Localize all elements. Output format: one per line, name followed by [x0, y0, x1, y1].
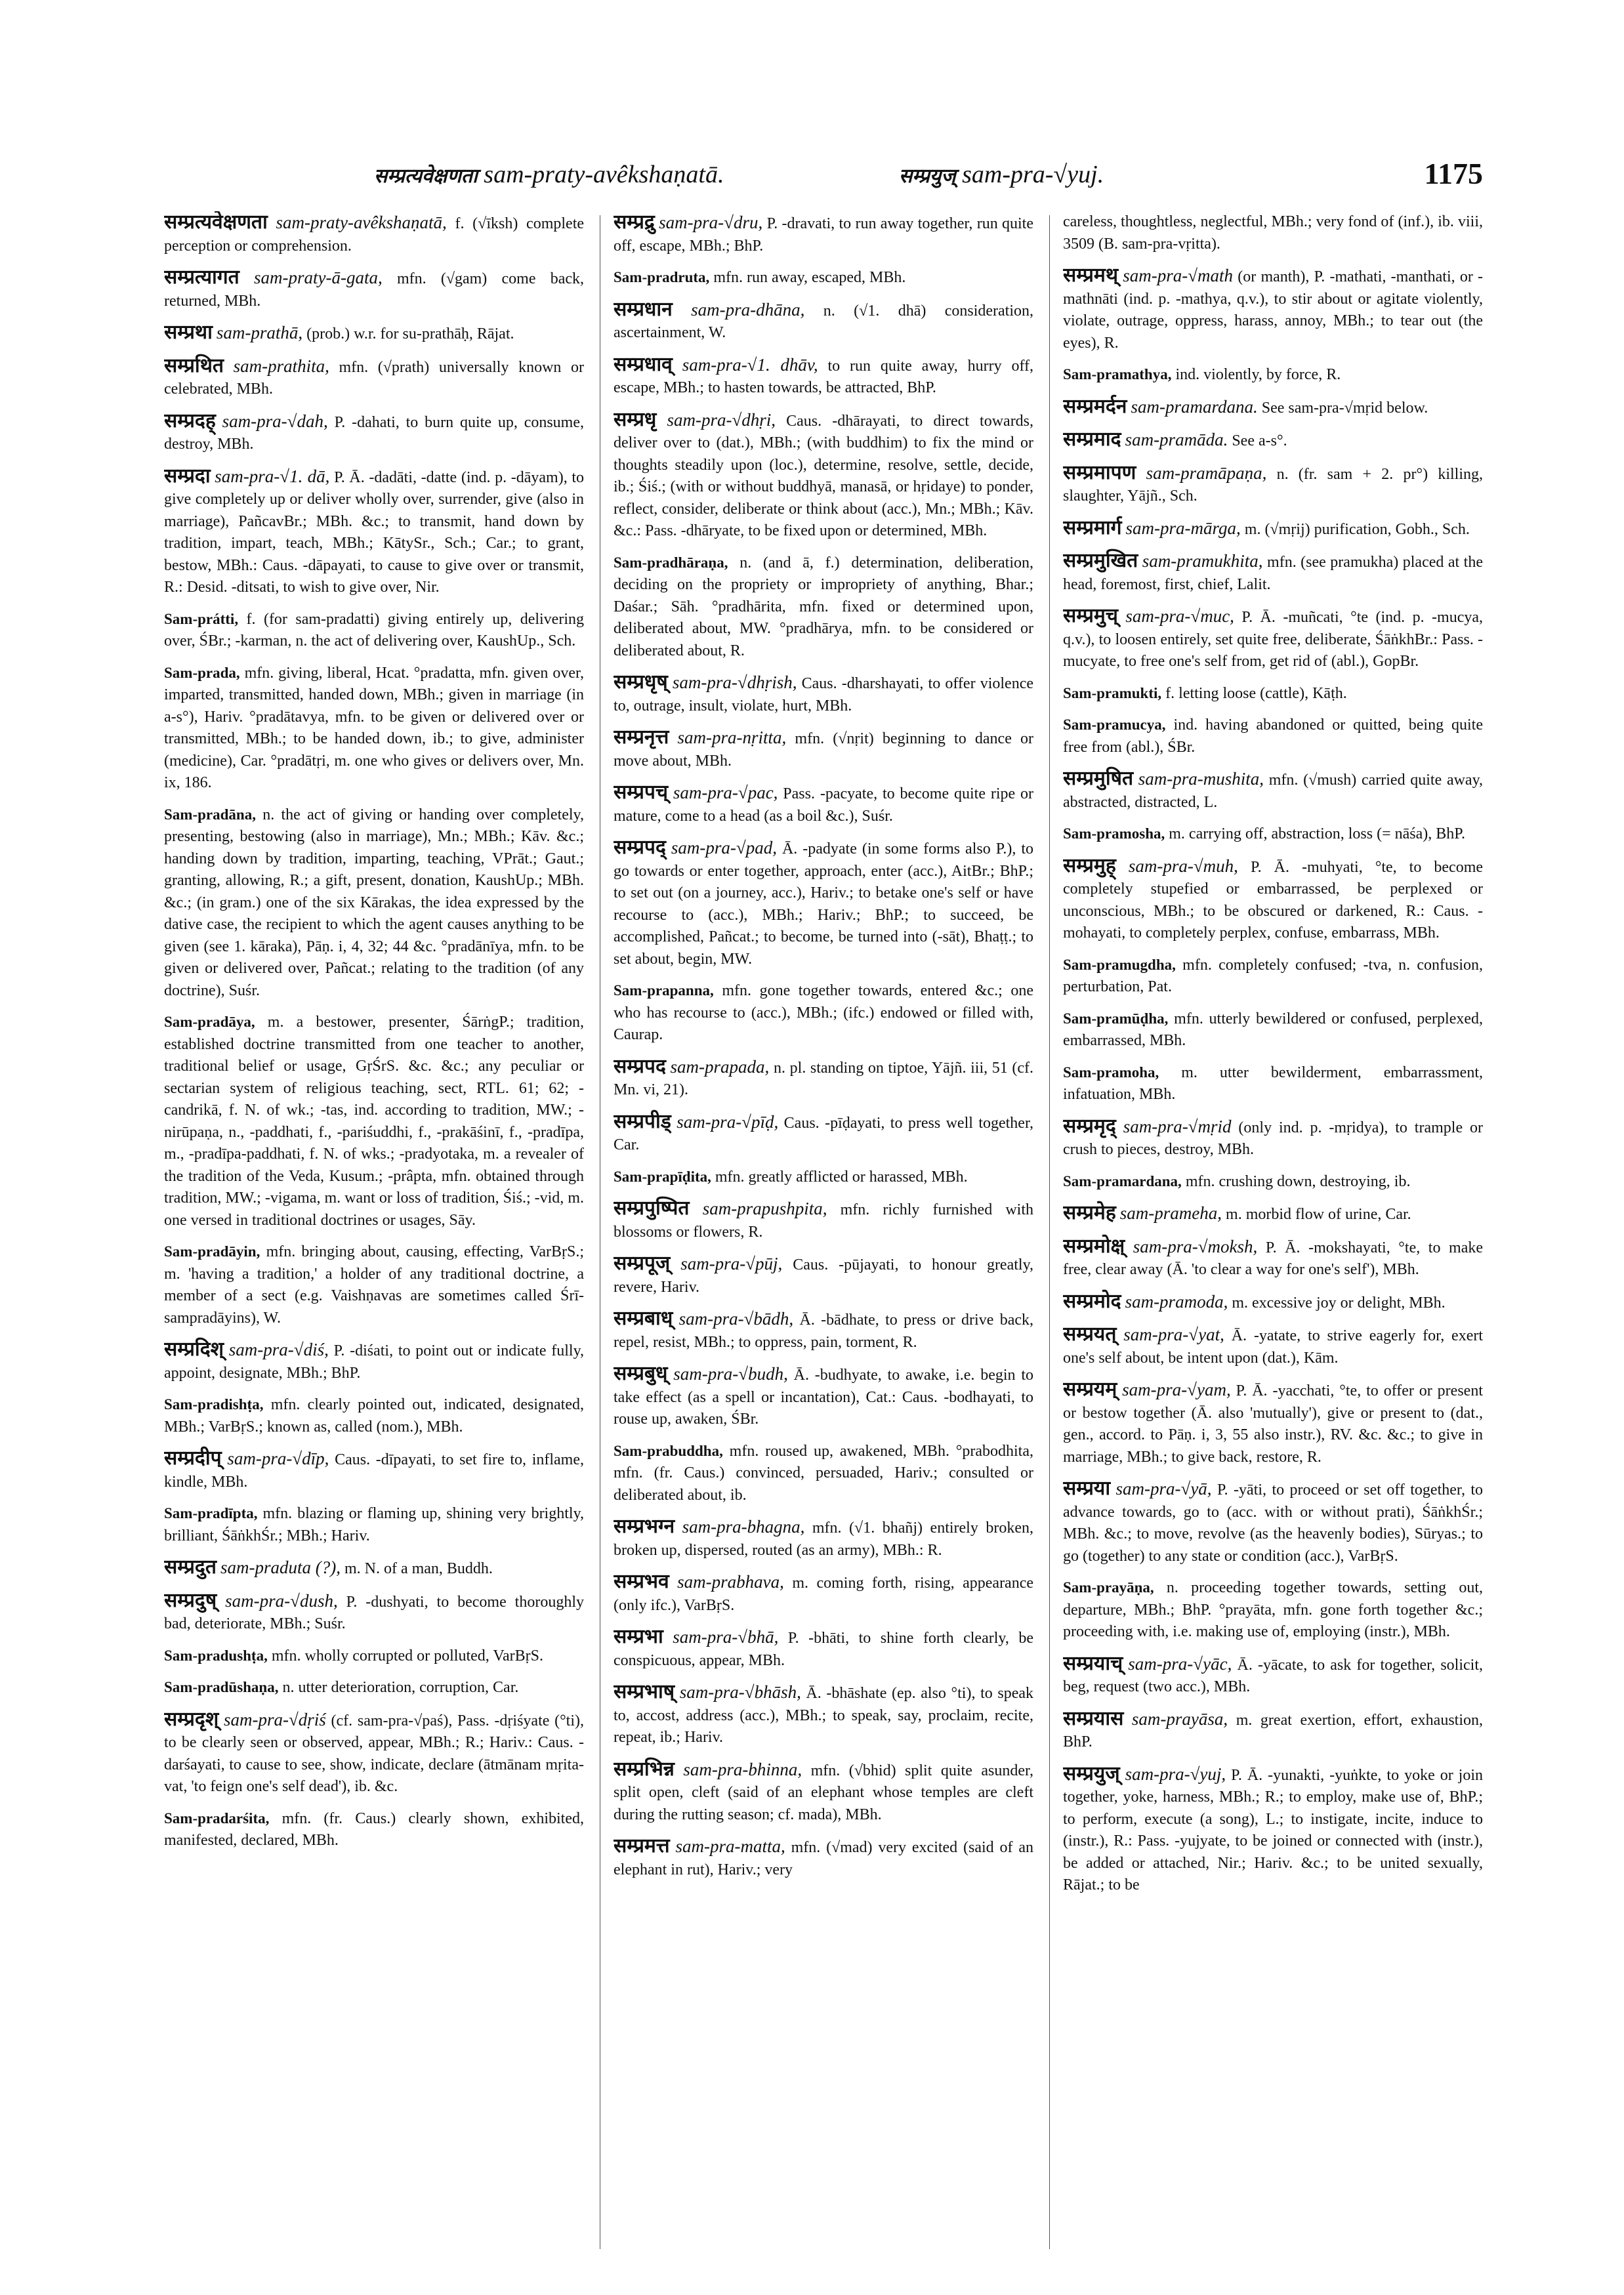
definition-text: m. coming forth, rising, appearance (only ifc.), VarBṛS. [614, 1575, 1033, 1614]
definition-text: Ā. -padyate (in some forms also P.), to go towards or enter together, approach, enter (acc.), AitBr.; BhP.; to set out (on a journey, acc.), Hariv.; to betake one's self or have recourse to (acc.), MBh.; Hariv.; BhP.; to succeed, be accomplished, Pañcat.; to become, be turned into (-sāt), Bhaṭṭ.; to set about, begin, MW. [614, 840, 1033, 968]
dictionary-entry [164, 465, 584, 599]
dictionary-entry [614, 409, 1033, 543]
headword-devanagari: सम्प्रभाष् [614, 1680, 675, 1703]
headword-devanagari: सम्प्रनृत्त [614, 726, 669, 749]
headword-devanagari: सम्प्रयत् [1063, 1323, 1117, 1346]
definition-text: mfn. gone together towards, entered &c.; one who has recourse to (acc.), MBh.; (ifc.) endowed or filled with, Caurap. [614, 982, 1033, 1043]
definition-text: n. proceeding together towards, setting out, departure, MBh.; BhP. °prayāta, mfn. gone forth together &c.; proceeding with, i.e. making use of, employing (instr.), MBh. [1063, 1579, 1483, 1640]
dictionary-entry [164, 1556, 584, 1581]
headword-transliteration: sam-prathita, [233, 356, 329, 376]
definition-text: n. the act of giving or handing over completely, presenting, bestowing (also in marriage), Mn.; MBh.; Kāv. &c.; handing down by tradition, imparting, teaching, VPrāt.; Gaut.; granting, allowing, R.; a gift, present, donation, KaushUp.; MBh. &c.; (in gram.) one of the six Kārakas, the idea expressed by the dative case, the recipient to which the agent causes anything to be given (see 1. kāraka), Pāṇ. i, 4, 32; 44 &c. °pradānīya, mfn. to be given or delivered over, Pañcat.; relating to the tradition (of any doctrine), Suśr. [164, 806, 584, 999]
definition-text: mfn. bringing about, causing, effecting, VarBṛS.; m. 'having a tradition,' a holder of any traditional doctrine, a member of a sect (e.g. Vaishṇavas are sometimes called Śrī-sampradāyins), W. [164, 1243, 584, 1327]
dictionary-entry [614, 299, 1033, 344]
definition-text: m. morbid flow of urine, Car. [1226, 1206, 1411, 1223]
headword-transliteration: sam-pra-√dhṛi, [667, 409, 776, 430]
headword-transliteration: sam-pra-√yam, [1122, 1380, 1231, 1399]
headword-transliteration: sam-pra-√dah, [222, 411, 328, 431]
headword-transliteration: sam-pra-√dhṛish, [672, 672, 797, 692]
definition-text: n. (√1. dhā) consideration, ascertainment, W. [614, 302, 1033, 341]
sub-entry [1063, 714, 1483, 758]
headword-devanagari: सम्प्रभव [614, 1570, 669, 1593]
dictionary-entry [1063, 855, 1483, 945]
dictionary-entry [164, 1338, 584, 1384]
definition-text: mfn. richly furnished with blossoms or flowers, R. [614, 1201, 1033, 1241]
definition-text: P. -dushyati, to become thoroughly bad, deteriorate, MBh.; Suśr. [164, 1593, 584, 1632]
dictionary-entry [614, 1111, 1033, 1157]
definition-text: m. N. of a man, Buddh. [344, 1560, 493, 1577]
definition-text: mfn. clearly pointed out, indicated, designated, MBh.; VarBṛS.; known as, called (nom.), MBh. [164, 1396, 584, 1436]
dictionary-entry [614, 1835, 1033, 1881]
headword-devanagari: सम्प्रधृ [614, 407, 657, 431]
dictionary-entry [614, 1758, 1033, 1827]
sub-headword: Sam-prayāṇa, [1063, 1579, 1154, 1596]
sub-headword: Sam-prátti, [164, 610, 239, 627]
headword-devanagari: सम्प्रदिश् [164, 1338, 224, 1361]
definition-text: mfn. (see pramukha) placed at the head, foremost, first, chief, Lalit. [1063, 554, 1483, 593]
definition-text: m. (√mṛij) purification, Gobh., Sch. [1244, 520, 1470, 538]
dictionary-entry [1063, 1202, 1483, 1226]
headword-devanagari: सम्प्रमत्त [614, 1834, 670, 1857]
dictionary-entry [1063, 1653, 1483, 1699]
definition-text: (only ind. p. -mṛidya), to trample or crush to pieces, destroy, MBh. [1063, 1119, 1483, 1158]
headword-devanagari: सम्प्रपीड् [614, 1109, 671, 1133]
definition-text: m. a bestower, presenter, ŚārṅgP.; tradition, established doctrine transmitted from one teacher to another, traditional belief or usage, GṛŚrS. &c. &c.; any peculiar or sectarian system of religious teaching, sect, RTL. 61; 62; -candrikā, f. N. of wk.; -tas, ind. according to tradition, MW.; -nirūpaṇa, n., -paddhati, f., -pariśuddhi, f., -prakāśinī, f., -pradīpa, m., -pradīpa-paddhati, f. N. of wks.; -pradyotaka, m. a revealer of the tradition of the Veda, Kusum.; -prâpta, mfn. obtained through tradition, MW.; -vigama, m. want or loss of tradition, Śiś.; -vid, m. one versed in traditional doctrines or usages, Sāy. [164, 1014, 584, 1229]
headword-transliteration: sam-pra-√muh, [1128, 856, 1238, 876]
definition-text: mfn. (fr. Caus.) clearly shown, exhibited, manifested, declared, MBh. [164, 1809, 584, 1849]
dictionary-entry [164, 355, 584, 401]
headword-transliteration: sam-pra-mārga, [1125, 518, 1241, 538]
headword-transliteration: sam-praty-avêkshaṇatā, [276, 213, 447, 232]
headword-devanagari: सम्प्रत्यवेक्षणता [164, 211, 268, 234]
definition-text: P. -yāti, to proceed or set off together, to advance towards, go to (acc. with or without prati), ŚāṅkhŚr.; MBh. &c.; to move, revolve (as the heavenly bodies), Sūryas.; to go (together) to any state or condition (acc.), VarBṛS. [1063, 1481, 1483, 1565]
definition-text: P. -bhāti, to shine forth clearly, be conspicuous, appear, MBh. [614, 1630, 1033, 1669]
dictionary-entry [1063, 768, 1483, 814]
headword-transliteration: sam-pra-nṛitta, [677, 728, 787, 747]
sub-headword: Sam-pradāyin, [164, 1243, 260, 1260]
sub-entry [1063, 1170, 1483, 1193]
column-1 [164, 211, 584, 2252]
headword-devanagari: सम्प्रधान [614, 297, 673, 321]
headword-transliteration: sam-prayāsa, [1131, 1708, 1228, 1729]
dictionary-entry [614, 1681, 1033, 1749]
headword-devanagari: सम्प्रभग्न [614, 1515, 675, 1538]
definition-text: mfn. utterly bewildered or confused, perplexed, embarrassed, MBh. [1063, 1010, 1483, 1049]
definition-text: P. -dravati, to run away together, run quite off, escape, MBh.; BhP. [614, 215, 1033, 255]
sub-headword: Sam-prapanna, [614, 982, 714, 999]
headword-transliteration: sam-pra-mushita, [1138, 769, 1264, 789]
sub-headword: Sam-pramardana, [1063, 1172, 1182, 1189]
sub-headword: Sam-pradarśita, [164, 1809, 270, 1827]
headword-devanagari: सम्प्रयम् [1063, 1378, 1117, 1401]
headword-devanagari: सम्प्रभिन्न [614, 1757, 675, 1781]
sub-entry [614, 980, 1033, 1046]
definition-text: (or manth), P. -mathati, -manthati, or -mathnāti (ind. p. -mathya, q.v.), to stir about or agitate violently, violate, outrage, oppress, harass, annoy, MBh.; to tear out (the eyes), R. [1063, 268, 1483, 352]
sub-headword: Sam-prada, [164, 664, 240, 681]
headword-transliteration: sam-pra-√dush, [225, 1590, 338, 1611]
headword-transliteration: sam-pra-√yat, [1123, 1325, 1224, 1344]
definition-text: mfn. run away, escaped, MBh. [713, 269, 906, 286]
headword-transliteration: sam-pra-√muc, [1125, 606, 1234, 626]
sub-headword: Sam-pradruta, [614, 269, 710, 285]
headword-devanagari: सम्प्रमृद् [1063, 1114, 1116, 1138]
headword-transliteration: sam-pra-√yāc, [1128, 1653, 1232, 1674]
sub-entry [164, 1808, 584, 1852]
dictionary-entry [614, 837, 1033, 970]
definition-text: P. -diśati, to point out or indicate fully, appoint, designate, MBh.; BhP. [164, 1342, 584, 1382]
definition-text: Caus. -dhārayati, to direct towards, deliver over to (dat.), MBh.; (with buddhim) to fix the mind or thoughts steadily upon (loc.), determine, resolve, settle, decide, ib.; Śiś.; (with or without buddhyā, manasā, or hṛidaye) to ponder, reflect, consider, deliberate or think about (acc.), Mn.; MBh.; Kāv. &c.: Pass. -dhāryate, to be fixed upon or determined, MBh. [614, 412, 1033, 539]
running-head-left-devanagari: सम्प्रत्यवेक्षणता [374, 165, 478, 188]
headword-transliteration: sam-prapushpita, [702, 1199, 827, 1218]
dictionary-entry [1063, 1378, 1483, 1468]
dictionary-entry [164, 1590, 584, 1636]
headword-devanagari: सम्प्रदीप् [164, 1447, 222, 1470]
dictionary-entry [1063, 462, 1483, 508]
running-head-left-translit: sam-praty-avêkshaṇatā. [484, 161, 724, 188]
headword-transliteration: sam-pramoda, [1125, 1291, 1228, 1312]
dictionary-entry [1063, 550, 1483, 596]
sub-entry [614, 1440, 1033, 1507]
headword-transliteration: sam-prathā, [216, 323, 303, 342]
headword-devanagari: सम्प्रमाद [1063, 428, 1121, 451]
dictionary-entry [1063, 1115, 1483, 1161]
headword-devanagari: सम्प्रत्यागत [164, 266, 239, 289]
headword-devanagari: सम्प्रदुत [164, 1556, 217, 1579]
headword-devanagari: सम्प्रमार्ग [1063, 516, 1122, 539]
definition-text: mfn. (√1. bhañj) entirely broken, broken up, dispersed, routed (as an army), MBh.: R. [614, 1520, 1033, 1559]
dictionary-entry [1063, 605, 1483, 673]
dictionary-entry [164, 266, 584, 312]
sub-entry [1063, 954, 1483, 999]
sub-headword: Sam-pramathya, [1063, 366, 1172, 382]
dictionary-entry [1063, 428, 1483, 453]
headword-transliteration: sam-pra-√mṛid [1123, 1116, 1232, 1136]
definition-text: mfn. roused up, awakened, MBh. °prabodhita, mfn. (fr. Caus.) convinced, persuaded, Hariv.; consulted or deliberated about, ib. [614, 1442, 1033, 1504]
headword-devanagari: सम्प्रधृष् [614, 671, 668, 693]
sub-headword: Sam-prabuddha, [614, 1442, 723, 1459]
headword-transliteration: sam-pramāpaṇa, [1146, 463, 1267, 483]
dictionary-entry [614, 1626, 1033, 1672]
dictionary-entry [1063, 1708, 1483, 1754]
running-head-left [374, 160, 724, 189]
definition-text: Ā. -yācate, to ask for together, solicit, beg, request (two acc.), MBh. [1063, 1656, 1483, 1695]
headword-transliteration: sam-pra-√moksh, [1133, 1236, 1258, 1256]
headword-devanagari: सम्प्रयाच् [1063, 1651, 1123, 1675]
definition-text: to run quite away, hurry off, escape, MBh.; to hasten towards, be attracted, BhP. [614, 357, 1033, 396]
dictionary-entry [614, 1571, 1033, 1617]
headword-devanagari: सम्प्रबाध् [614, 1307, 673, 1330]
headword-devanagari: सम्प्रमर्दन [1063, 394, 1127, 418]
headword-transliteration: sam-pra-√pac, [673, 783, 778, 802]
sub-entry [1063, 682, 1483, 705]
dictionary-entry [614, 1252, 1033, 1298]
definition-text: m. excessive joy or delight, MBh. [1232, 1294, 1446, 1312]
definition-text: P. Ā. -yunakti, -yuṅkte, to yoke or join together, yoke, harness, MBh.; R.; to employ, make use of, BhP.; to perform, execute (a song), L.; to instigate, incite, induce to (instr.), R.: Pass. -yujyate, to be joined or connected with (instr.), be added or attached, Nir.; Hariv. &c.; to be united sexually, Rājat.; to be [1063, 1766, 1483, 1893]
dictionary-entry [1063, 1291, 1483, 1315]
headword-devanagari: सम्प्रयुज् [1063, 1762, 1120, 1785]
column-3 [1063, 211, 1483, 2252]
headword-devanagari: सम्प्रदृश् [164, 1707, 219, 1731]
headword-devanagari: सम्प्रयास [1063, 1706, 1124, 1730]
dictionary-entry [614, 211, 1033, 257]
headword-transliteration: sam-pra-√bhāsh, [679, 1682, 801, 1702]
headword-transliteration: sam-pra-√pūj, [680, 1254, 783, 1273]
headword-devanagari: सम्प्रथा [164, 321, 213, 344]
dictionary-entry [1063, 396, 1483, 420]
sub-headword: Sam-pradishṭa, [164, 1396, 264, 1413]
definition-text: mfn. (√bhid) split quite asunder, split open, cleft (said of an elephant whose temples are cleft during the rutting season; cf. mada), MBh. [614, 1762, 1033, 1823]
headword-transliteration: sam-prabhava, [677, 1572, 784, 1592]
definition-text: f. letting loose (cattle), Kāṭh. [1165, 684, 1347, 702]
dictionary-entry [164, 410, 584, 456]
headword-transliteration: sam-pra-√pīḍ, [677, 1111, 779, 1132]
headword-devanagari: सम्प्रद्रु [614, 211, 655, 234]
definition-text: P. Ā. -muñcati, °te (ind. p. -mucya, q.v.), to loosen entirely, set quite free, deliberate, ŚāṅkhBr.: Pass. -mucyate, to free one's self from, get rid of (abl.), GopBr. [1063, 609, 1483, 670]
headword-devanagari: सम्प्रपूज् [614, 1252, 671, 1275]
definition-text: Ā. -budhyate, to awake, i.e. begin to take effect (as a spell or incantation), Cat.: Caus. -bodhayati, to rouse up, awaken, ŚBr. [614, 1367, 1033, 1428]
definition-text: Ā. -bādhate, to press or drive back, repel, resist, MBh.; to oppress, pain, torment, R. [614, 1312, 1033, 1351]
sub-headword: Sam-pramucya, [1063, 716, 1166, 733]
definition-text: mfn. (√prath) universally known or celebrated, MBh. [164, 358, 584, 398]
headword-devanagari: सम्प्रमापण [1063, 461, 1136, 484]
definition-text: Ā. -bhāshate (ep. also °ti), to speak to, accost, address (acc.), MBh.; to speak, say, proclaim, recite, repeat, ib.; Hariv. [614, 1685, 1033, 1746]
headword-transliteration: sam-pramukhita, [1142, 551, 1263, 571]
sub-entry [1063, 823, 1483, 846]
dictionary-entry [1063, 211, 1483, 255]
page-number: 1175 [1424, 157, 1483, 190]
headword-transliteration: sam-pra-bhagna, [682, 1517, 805, 1537]
headword-transliteration: sam-pra-√bhā, [673, 1627, 779, 1647]
headword-devanagari: सम्प्रमोक्ष् [1063, 1234, 1125, 1258]
sub-headword: Sam-pramugdha, [1063, 956, 1176, 973]
dictionary-entry [1063, 1763, 1483, 1897]
definition-text: P. Ā. -muhyati, °te, to become completely stupefied or embarrassed, be perplexed or unconscious, MBh.; to be obscured or darkened, R.: Caus. -mohayati, to completely perplex, confuse, embarrass, MBh. [1063, 858, 1483, 941]
headword-devanagari: सम्प्रपद [614, 1054, 666, 1078]
definition-text: n. pl. standing on tiptoe, Yājñ. iii, 51 (cf. Mn. vi, 21). [614, 1059, 1033, 1098]
definition-text: mfn. crushing down, destroying, ib. [1185, 1172, 1411, 1190]
definition-text: mfn. giving, liberal, Hcat. °pradatta, mfn. given over, imparted, transmitted, handed down, MBh.; given in marriage (in a-s°), Hariv. °pradātavya, mfn. to be given or delivered over or transmitted, MBh.; to be handed down, ib.; to give, administer (medicine), Car. °pradātṛi, m. one who gives or delivers over, Mn. ix, 186. [164, 664, 584, 791]
sub-entry [1063, 1008, 1483, 1052]
headword-transliteration: sam-pra-matta, [675, 1836, 785, 1856]
sub-headword: Sam-prapīḍita, [614, 1168, 711, 1185]
sub-entry [164, 1241, 584, 1329]
dictionary-entry [614, 1516, 1033, 1561]
dictionary-entry [614, 781, 1033, 827]
headword-transliteration: sam-pra-√yuj, [1125, 1764, 1226, 1784]
definition-text: Caus. -pīḍayati, to press well together, Car. [614, 1114, 1033, 1153]
dictionary-entry [1063, 1323, 1483, 1369]
dictionary-entry [614, 726, 1033, 772]
dictionary-columns [164, 211, 1483, 2252]
headword-devanagari: सम्प्रमुह् [1063, 854, 1116, 877]
headword-transliteration: sam-prameha, [1119, 1203, 1222, 1223]
sub-headword: Sam-pradūshaṇa, [164, 1679, 279, 1695]
dictionary-entry [164, 1708, 584, 1798]
headword-transliteration: sam-pra-dhāna, [691, 299, 805, 320]
headword-transliteration: sam-pra-√dṛiś [223, 1709, 326, 1729]
dictionary-entry [614, 1363, 1033, 1431]
headword-transliteration: sam-pra-√pad, [671, 838, 777, 858]
headword-devanagari: सम्प्रमुखित [1063, 549, 1138, 572]
definition-text: n. utter deterioration, corruption, Car. [282, 1679, 519, 1696]
definition-text: mfn. (√nṛit) beginning to dance or move about, MBh. [614, 730, 1033, 770]
dictionary-entry [614, 1308, 1033, 1354]
sub-entry [614, 1166, 1033, 1189]
sub-headword: Sam-pradushṭa, [164, 1647, 268, 1664]
definition-text: mfn. (√mad) very excited (said of an elephant in rut), Hariv.; very [614, 1839, 1033, 1878]
headword-transliteration: sam-pra-√math [1123, 266, 1234, 285]
headword-transliteration: sam-pramāda. [1125, 430, 1228, 449]
sub-entry [164, 1011, 584, 1231]
definition-text: n. (and ā, f.) determination, deliberation, deciding on the propriety or impropriety of anything, Bhar.; Daśar.; Sāh. °pradhārita, mfn. fixed or determined upon, deliberated about, MW. °pradhārya, mfn. to be considered or deliberated about, R. [614, 554, 1033, 659]
dictionary-entry [1063, 264, 1483, 354]
headword-devanagari: सम्प्रदुष् [164, 1588, 217, 1612]
definition-text: ind. having abandoned or quitted, being quite free from (abl.), ŚBr. [1063, 716, 1483, 756]
definition-text: P. -dahati, to burn quite up, consume, destroy, MBh. [164, 413, 584, 453]
headword-transliteration: sam-praty-ā-gata, [254, 268, 383, 287]
sub-headword: Sam-pradhāraṇa, [614, 554, 728, 571]
headword-devanagari: सम्प्रमेह [1063, 1201, 1116, 1224]
column-divider [1049, 215, 1050, 2249]
definition-text: Ā. -yatate, to strive eagerly for, exert one's self about, be intent upon (dat.), Kām. [1063, 1327, 1483, 1367]
headword-transliteration: sam-pra-√budh, [673, 1364, 788, 1384]
sub-headword: Sam-pramukti, [1063, 684, 1162, 701]
dictionary-entry [164, 321, 584, 346]
sub-entry [164, 1676, 584, 1699]
definition-text: See sam-pra-√mṛid below. [1261, 399, 1428, 417]
sub-entry [164, 1645, 584, 1668]
dictionary-entry [1063, 1235, 1483, 1281]
sub-headword: Sam-pradāna, [164, 806, 256, 823]
definition-text: Caus. -dīpayati, to set fire to, inflame, kindle, MBh. [164, 1451, 584, 1491]
headword-transliteration: sam-pra-√diś, [228, 1340, 329, 1359]
sub-entry [1063, 363, 1483, 386]
dictionary-entry [1063, 1478, 1483, 1567]
headword-transliteration: sam-pra-√1. dhāv, [682, 354, 818, 375]
definition-text: P. Ā. -dadāti, -datte (ind. p. -dāyam), to give completely up or deliver wholly over, surrender, give (also in marriage), PañcavBr.; MBh. &c.; to transmit, hand down by tradition, impart, teach, MBh.; KātySr., Sch.; Car.; to grant, bestow, MBh.: Caus. -dāpayati, to cause to give over or transmit, R.: Desid. -ditsati, to wish to give over, Nir. [164, 468, 584, 596]
running-head-right-translit: sam-pra-√yuj. [962, 161, 1104, 188]
definition-text: m. utter bewilderment, embarrassment, infatuation, MBh. [1063, 1064, 1483, 1103]
headword-devanagari: सम्प्रपच् [614, 781, 669, 804]
definition-text: (prob.) w.r. for su-prathāḥ, Rājat. [306, 325, 514, 342]
headword-devanagari: सम्प्रमुच् [1063, 604, 1118, 627]
definition-text: f. (for sam-pradatti) giving entirely up, delivering over, ŚBr.; -karman, n. the act of delivering over, KaushUp., Sch. [164, 610, 584, 650]
headword-devanagari: सम्प्रदह् [164, 409, 216, 432]
headword-devanagari: सम्प्रया [1063, 1477, 1111, 1500]
headword-transliteration: sam-praduta (?), [220, 1558, 341, 1577]
definition-text: m. great exertion, effort, exhaustion, BhP. [1063, 1711, 1483, 1750]
headword-transliteration: sam-pra-√dīp, [227, 1449, 329, 1468]
definition-text: mfn. wholly corrupted or polluted, VarBṛS. [271, 1647, 544, 1664]
dictionary-entry [614, 1056, 1033, 1102]
definition-text: mfn. (√mush) carried quite away, abstracted, distracted, L. [1063, 772, 1483, 811]
headword-transliteration: sam-pramardana. [1131, 396, 1258, 417]
headword-devanagari: सम्प्रपद् [614, 836, 666, 859]
dictionary-entry [614, 671, 1033, 717]
sub-entry [614, 552, 1033, 663]
sub-entry [164, 662, 584, 795]
dictionary-entry [614, 354, 1033, 400]
dictionary-entry [164, 211, 584, 257]
sub-headword: Sam-pramoha, [1063, 1064, 1159, 1081]
definition-text: Pass. -pacyate, to become quite ripe or mature, come to a head (as a boil &c.), Suśr. [614, 785, 1033, 825]
definition-text: mfn. completely confused; -tva, n. confusion, perturbation, Pat. [1063, 956, 1483, 995]
definition-text: mfn. (√gam) come back, returned, MBh. [164, 270, 584, 310]
headword-devanagari: सम्प्रदा [164, 464, 211, 487]
running-head-right-devanagari: सम्प्रयुज् [899, 165, 956, 188]
headword-transliteration: sam-pra-√dru, [659, 213, 763, 232]
dictionary-entry [614, 1197, 1033, 1243]
definition-text: P. Ā. -yacchati, °te, to offer or present or bestow together (Ā. also 'mutually'), give or present to (dat., gen., accord. to Pāṇ. i, 3, 55 also instr.), RV. &c. &c.; to give in marriage, MBh.; to give back, restore, R. [1063, 1382, 1483, 1466]
sub-headword: Sam-pradāya, [164, 1014, 255, 1030]
headword-transliteration: sam-pra-√1. dā, [215, 466, 330, 486]
headword-devanagari: सम्प्रपुष्पित [614, 1197, 690, 1220]
definition-text: mfn. blazing or flaming up, shining very brightly, brilliant, ŚāṅkhŚr.; MBh.; Hariv. [164, 1505, 584, 1544]
dictionary-entry [164, 1447, 584, 1493]
headword-devanagari: सम्प्रबुध् [614, 1362, 668, 1385]
headword-transliteration: sam-pra-√yā, [1115, 1479, 1212, 1499]
sub-entry [164, 1394, 584, 1438]
definition-text: Caus. -dharshayati, to offer violence to, outrage, insult, violate, hurt, MBh. [614, 675, 1033, 714]
sub-entry [164, 804, 584, 1003]
headword-devanagari: सम्प्रमोद [1063, 1289, 1121, 1313]
headword-devanagari: सम्प्रभा [614, 1625, 663, 1648]
definition-text: careless, thoughtless, neglectful, MBh.; very fond of (inf.), ib. viii, 3509 (B. sam-pra-vṛitta). [1063, 213, 1483, 253]
definition-text: P. Ā. -mokshayati, °te, to make free, clear away (Ā. 'to clear a way for one's self'), MBh. [1063, 1239, 1483, 1278]
definition-text: Caus. -pūjayati, to honour greatly, revere, Hariv. [614, 1256, 1033, 1296]
sub-headword: Sam-pramosha, [1063, 825, 1165, 842]
headword-devanagari: सम्प्रधाव् [614, 352, 673, 376]
definition-text: (cf. sam-pra-√paś), Pass. -dṛiśyate (°ti), to be clearly seen or observed, appear, MBh.; R.; Hariv.: Caus. -darśayati, to cause to see, show, indicate, declare (ātmānam mṛita-vat, 'to feign one's self dead'), ib. &c. [164, 1712, 584, 1795]
headword-transliteration: sam-prapada, [670, 1056, 770, 1077]
headword-devanagari: सम्प्रमथ् [1063, 264, 1119, 287]
definition-text: n. (fr. sam + 2. pr°) killing, slaughter, Yājñ., Sch. [1063, 465, 1483, 505]
sub-headword: Sam-pradīpta, [164, 1505, 258, 1521]
definition-text: See a-s°. [1232, 432, 1287, 449]
sub-entry [1063, 1577, 1483, 1644]
headword-devanagari: सम्प्रमुषित [1063, 767, 1134, 790]
definition-text: ind. violently, by force, R. [1175, 366, 1341, 383]
definition-text: mfn. greatly afflicted or harassed, MBh. [715, 1168, 968, 1186]
headword-devanagari: सम्प्रथित [164, 354, 224, 377]
sub-headword: Sam-pramūḍha, [1063, 1010, 1169, 1027]
page-header [164, 156, 1483, 196]
dictionary-entry [1063, 517, 1483, 541]
sub-entry [164, 1502, 584, 1547]
running-head-right [899, 160, 1104, 189]
sub-entry [614, 266, 1033, 289]
headword-transliteration: sam-pra-√bādh, [678, 1309, 794, 1329]
definition-text: f. (√īksh) complete perception or comprehension. [164, 215, 584, 255]
sub-entry [1063, 1062, 1483, 1106]
headword-transliteration: sam-pra-bhinna, [683, 1759, 802, 1779]
sub-entry [164, 608, 584, 653]
column-2 [614, 211, 1033, 2252]
definition-text: m. carrying off, abstraction, loss (= nāśa), BhP. [1169, 825, 1465, 842]
